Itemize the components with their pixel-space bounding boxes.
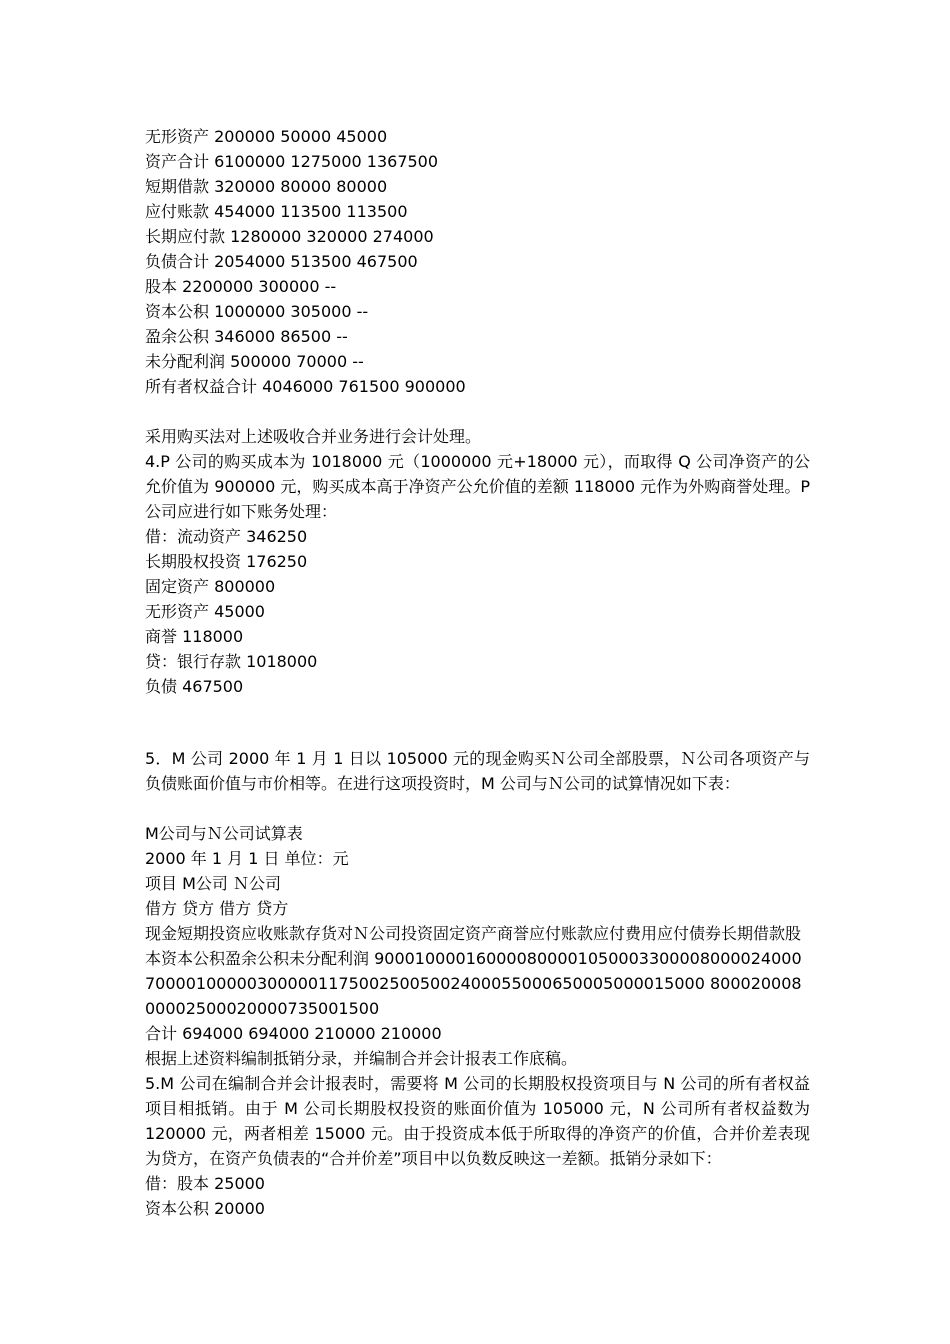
table-row: 无形资产 200000 50000 45000 — [145, 127, 388, 146]
balance-table — [145, 124, 810, 399]
journal-entry: 商誉 118000 — [145, 627, 244, 646]
journal-entry: 借：流动资产 346250 — [145, 527, 308, 546]
table-row: 应付账款 454000 113500 113500 — [145, 202, 408, 221]
table-header: 项目 M公司 Ｎ公司 — [145, 874, 281, 893]
table-row: 所有者权益合计 4046000 761500 900000 — [145, 377, 466, 396]
q4-answer: 4.P 公司的购买成本为 1018000 元（1000000 元+18000 元），而取得 Q 公司净资产的公允价值为 900000 元，购买成本高于净资产公允价值的差额 118000 元作为外购商誉处理。P 公司应进行如下账务处理： — [145, 452, 810, 521]
table-row: 盈余公积 346000 86500 -- — [145, 327, 348, 346]
table-row: 资产合计 6100000 1275000 1367500 — [145, 152, 439, 171]
journal-entry: 固定资产 800000 — [145, 577, 276, 596]
table-date-unit: 2000 年 1 月 1 日 单位：元 — [145, 849, 349, 868]
table-row: 未分配利润 500000 70000 -- — [145, 352, 364, 371]
table-row: 股本 2200000 300000 -- — [145, 277, 337, 296]
q4-instruction: 采用购买法对上述吸收合并业务进行会计处理。 — [145, 427, 482, 446]
journal-entry: 长期股权投资 176250 — [145, 552, 308, 571]
journal-entry: 借：股本 25000 — [145, 1174, 265, 1193]
table-body: 现金短期投资应收账款存货对Ｎ公司投资固定资产商誉应付账款应付费用应付债券长期借款股本资本公积盈余公积未分配利润 9000100001600008000010500033000080000240007000010000030000011750025005002400055000650005000015000 80002000800002500020000735001500 — [145, 924, 802, 1018]
q5-question: 5．M 公司 2000 年 1 月 1 日以 105000 元的现金购买Ｎ公司全部股票，Ｎ公司各项资产与负债账面价值与市价相等。在进行这项投资时，M 公司与Ｎ公司的试算情况如下表： — [145, 749, 810, 793]
table-row: 长期应付款 1280000 320000 274000 — [145, 227, 434, 246]
journal-entry: 无形资产 45000 — [145, 602, 265, 621]
table-row: 负债合计 2054000 513500 467500 — [145, 252, 418, 271]
q5-section — [145, 746, 810, 796]
q5-answer: 5.M 公司在编制合并会计报表时，需要将 M 公司的长期股权投资项目与 N 公司的所有者权益项目相抵销。由于 M 公司长期股权投资的账面价值为 105000 元，N 公司所有者权益数为 120000 元，两者相差 15000 元。由于投资成本低于所取得的净资产的价值，合并价差表现为贷方，在资产负债表的“合并价差”项目中以负数反映这一差额。抵销分录如下： — [145, 1074, 810, 1168]
journal-entry: 负债 467500 — [145, 677, 244, 696]
table-row: 资本公积 1000000 305000 -- — [145, 302, 369, 321]
q5-trial-balance — [145, 821, 810, 1221]
table-title: M公司与Ｎ公司试算表 — [145, 824, 303, 843]
q5-instruction: 根据上述资料编制抵销分录，并编制合并会计报表工作底稿。 — [145, 1049, 578, 1068]
journal-entry: 资本公积 20000 — [145, 1199, 265, 1218]
q4-section — [145, 424, 810, 699]
journal-entry: 贷：银行存款 1018000 — [145, 652, 318, 671]
table-row: 短期借款 320000 80000 80000 — [145, 177, 388, 196]
table-subheader: 借方 贷方 借方 贷方 — [145, 899, 289, 918]
table-total: 合计 694000 694000 210000 210000 — [145, 1024, 442, 1043]
